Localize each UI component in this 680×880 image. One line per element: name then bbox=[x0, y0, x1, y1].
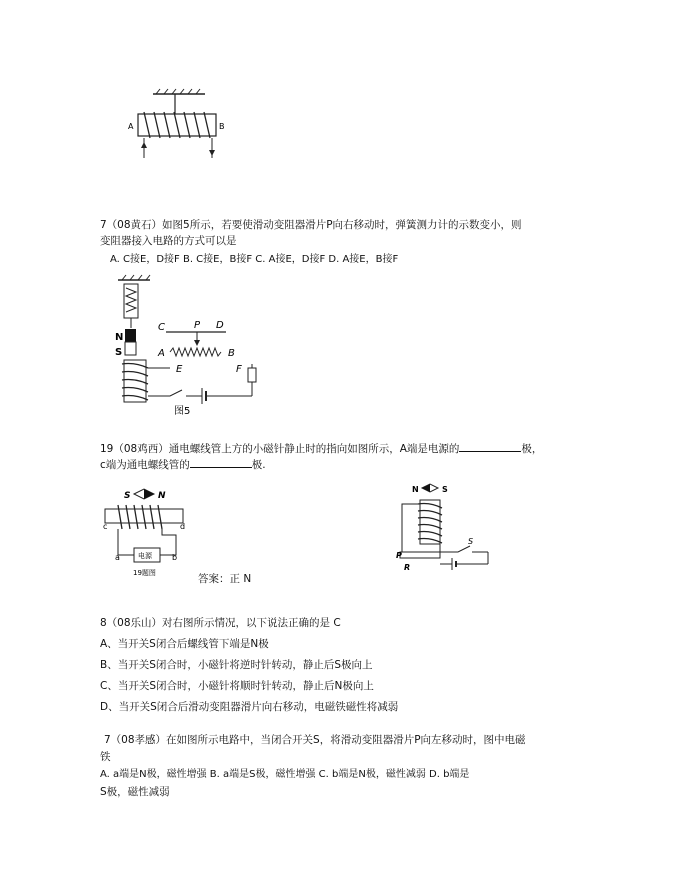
q19-line2-text: c端为通电螺线管的 bbox=[100, 459, 190, 471]
q7-huangshi-options: A. C接E，D接F B. C接E，B接F C. A接E，D接F D. A接E，B接F bbox=[110, 254, 399, 265]
needle-n: N bbox=[158, 491, 166, 501]
rheostat-r: R bbox=[404, 563, 411, 572]
q7-xiaogan-line3: A. a端是N极，磁性增强 B. a端是S极，磁性增强 C. b端是N极，磁性减弱 D. b端是 bbox=[100, 769, 470, 780]
term-b: b bbox=[172, 553, 178, 562]
label-s: S bbox=[115, 347, 123, 358]
q8-option-b: B、当开关S闭合时，小磁针将逆时针转动，静止后S极向上 bbox=[100, 659, 373, 671]
q8-option-a: A、当开关S闭合后螺线管下端是N极 bbox=[100, 638, 269, 650]
q19-line2 bbox=[100, 457, 266, 472]
needle-n2: N bbox=[412, 485, 419, 494]
needle-s2: S bbox=[442, 485, 448, 494]
q19-line1 bbox=[100, 441, 542, 456]
q8-option-d: D、当开关S闭合后滑动变阻器滑片向右移动，电磁铁磁性将减弱 bbox=[100, 701, 399, 713]
answer-blank-1 bbox=[459, 441, 521, 452]
label-a2: A bbox=[158, 348, 165, 359]
needle-s: S bbox=[124, 491, 131, 501]
q19-line1-end: 极， bbox=[521, 443, 543, 455]
q7-huangshi-line1: 7（08黄石）如图5所示，若要使滑动变阻器滑片P向右移动时，弹簧测力计的示数变小，则 bbox=[100, 219, 522, 231]
q7-xiaogan-line1: 7（08孝感）在如图所示电路中，当闭合开关S，将滑动变阻器滑片P向左移动时，图中电磁 bbox=[104, 734, 526, 746]
switch-s: S bbox=[468, 537, 474, 546]
q7-xiaogan-line4: S极，磁性减弱 bbox=[100, 786, 170, 798]
label-b2: B bbox=[228, 348, 235, 359]
q7-huangshi-line2: 变阻器接入电路的方式可以是 bbox=[100, 235, 237, 247]
figure-19-caption: 19题图 bbox=[133, 569, 156, 577]
figure-19-right bbox=[392, 478, 497, 578]
slider-p: P bbox=[396, 551, 402, 560]
label-e: E bbox=[176, 364, 183, 375]
label-n: N bbox=[115, 332, 124, 343]
battery-label: 电源 bbox=[138, 552, 152, 560]
q19-answer: 答案：正 N bbox=[198, 573, 252, 585]
label-f: F bbox=[236, 364, 242, 375]
q8-option-c: C、当开关S闭合时，小磁针将顺时针转动，静止后N极向上 bbox=[100, 680, 374, 692]
q7-xiaogan-line2: 铁 bbox=[100, 751, 111, 763]
label-p: P bbox=[194, 320, 201, 331]
end-c: c bbox=[103, 522, 108, 531]
end-d: d bbox=[180, 522, 186, 531]
q8-stem: 8（08乐山）对右图所示情况，以下说法正确的是 C bbox=[100, 617, 341, 629]
label-b: B bbox=[219, 122, 225, 131]
label-d: D bbox=[216, 320, 224, 331]
q19-line2-end: 极. bbox=[251, 459, 266, 471]
figure-5-caption: 图5 bbox=[174, 406, 191, 417]
figure-5 bbox=[110, 272, 270, 422]
label-c: C bbox=[158, 322, 165, 333]
figure-19-left bbox=[100, 485, 190, 580]
answer-blank-2 bbox=[190, 457, 252, 468]
term-a: a bbox=[115, 553, 120, 562]
top-solenoid-figure bbox=[120, 88, 230, 168]
q19-line1-text: 19（08鸡西）通电螺线管上方的小磁针静止时的指向如图所示，A端是电源的 bbox=[100, 443, 460, 455]
label-a: A bbox=[128, 122, 134, 131]
